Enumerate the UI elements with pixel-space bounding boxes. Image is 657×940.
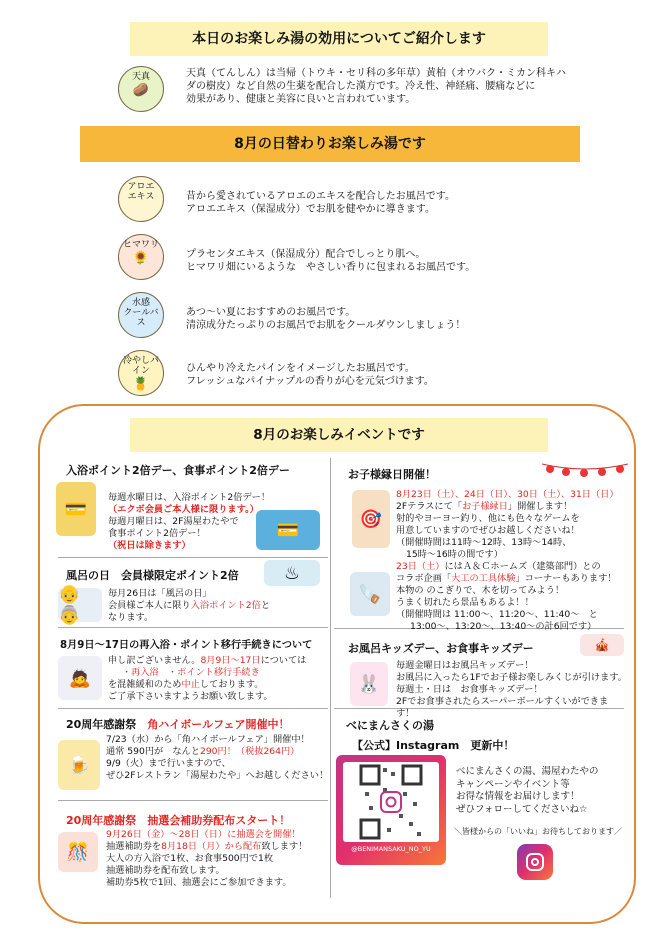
kids-festival-highlight: お子様縁日: [461, 501, 508, 512]
highball-line: ぜひ2Fレストラン「湯屋わたや」へお越しください！: [106, 770, 329, 781]
point-card-icon: 💳: [56, 482, 96, 536]
banner-effects-title: 本日のお楽しみ湯の効用についてご紹介します: [130, 22, 548, 56]
lottery-title: 20周年感謝祭 抽選会補助券配布スタート！: [66, 814, 291, 827]
pineapple-symbol-icon: 🍍: [132, 376, 150, 392]
pineapple-desc-line: フレッシュなパイナップルの香りが心を元気づけます。: [186, 376, 434, 387]
cool-bath-desc-line: 清涼成分たっぷりのお風呂でお肌をクールダウンしましょう！: [186, 320, 466, 331]
kids-festival-text: コラボ企画「: [396, 573, 452, 584]
reentry-body: [108, 655, 306, 703]
sunflower-symbol-icon: 🌻: [132, 250, 150, 266]
kids-festival-icon: 🎯: [352, 490, 390, 548]
tenshin-desc-line: 天真（てんしん）は当帰（トウキ・セリ科の多年草）黄柏（オウバク・ミカン科キハ: [186, 68, 566, 79]
reentry-line: ・再入浴 ・ポイント移行手続き: [122, 667, 260, 678]
kids-day-body: [396, 660, 627, 720]
kids-festival-line: （開催時間は 11:00～、11:20～、11:40～ と: [396, 609, 598, 620]
instagram-section-title: べにまんさくの湯: [346, 719, 434, 732]
instagram-line: お得な情報をお届けします！: [456, 791, 580, 802]
furo-day-body: [108, 588, 270, 624]
tenshin-description: [186, 67, 566, 106]
pineapple-icon: [118, 350, 164, 396]
cool-bath-desc-line: あつ～い夏におすすめのお風呂です。: [186, 307, 356, 318]
highball-title-highlight: 角ハイボールフェア開催中！: [147, 718, 290, 731]
kids-festival-text: 」開催します！: [507, 501, 573, 512]
pineapple-label: 冷やしパイン: [122, 356, 159, 376]
highball-title: [66, 716, 290, 732]
pineapple-description: [186, 362, 434, 388]
sunflower-description: [186, 248, 475, 274]
aloe-icon: [118, 176, 164, 222]
points-title: 入浴ポイント2倍デー、食事ポイント2倍デー: [66, 464, 290, 477]
furo-day-text: 会員様ご本人に限り: [108, 600, 191, 611]
kids-festival-text: 」コーナーもあります！: [515, 573, 617, 584]
pineapple-desc-line: ひんやり冷えたパインをイメージしたお風呂です。: [186, 363, 415, 374]
sunflower-desc-line: プラセンタエキス（保湿成分）配合でしっとり肌へ。: [186, 249, 426, 260]
kids-day-line: お風呂に入ったら1Fでお子様お楽しみくじが引けます。: [396, 672, 627, 683]
reentry-title: 8月9日～17日の再入浴・ポイント移行手続きについて: [60, 640, 313, 651]
furo-day-text: と: [260, 600, 271, 611]
bath-icon: ♨: [264, 560, 320, 586]
highball-body: [106, 734, 328, 782]
lottery-line: 9月26日（金）～28日（日）に抽選会を開催！: [106, 829, 301, 840]
lottery-highlight: 8月18日（月）から配布: [161, 841, 262, 852]
kids-day-line: す！: [396, 708, 415, 719]
lottery-line: 補助券5枚で1回、抽選会にご参加できます。: [106, 877, 292, 888]
furo-day-highlight: 入浴ポイント2倍: [190, 600, 261, 611]
divider: [58, 708, 328, 709]
highball-price: 290円！（税抜264円）: [199, 746, 300, 757]
kids-festival-line: [396, 561, 619, 573]
divider: [58, 557, 328, 558]
kids-festival-line: 本物の のこぎりで、木を切ってみよう！: [396, 585, 565, 596]
points-line: 毎週水曜日は、入浴ポイント2倍デー！: [108, 492, 271, 503]
highball-title-text: 20周年感謝祭: [66, 718, 148, 731]
aloe-desc-line: アロエエキス（保湿成分）でお肌を健やかに導きます。: [186, 204, 435, 215]
reentry-line: ご了承下さいますようお願い致します。: [108, 691, 273, 702]
lottery-body: [106, 829, 307, 889]
kids-day-title: お風呂キッズデー、お食事キッズデー: [348, 642, 534, 655]
reentry-text: しております。: [199, 679, 264, 690]
points-note: （祝日は除きます）: [108, 540, 191, 551]
instagram-qr-code[interactable]: [336, 755, 446, 865]
elderly-couple-icon: 👴👵: [58, 588, 102, 622]
tenshin-desc-line: 効果があり、健康と美容に良いと言われています。: [186, 94, 416, 105]
kids-day-line: 毎週土・日は お食事キッズデー！: [396, 684, 543, 695]
divider: [58, 627, 328, 628]
aloe-description: [186, 190, 455, 216]
lottery-line: 大人の方入浴で1枚、お食事500円で1枚: [106, 853, 274, 864]
lottery-text: 抽選補助券を: [106, 841, 162, 852]
points-line: 毎週月曜日は、2F湯屋わたやで: [108, 516, 239, 527]
kids-banner-icon: 🎪: [580, 634, 624, 656]
qr-pattern: [343, 762, 439, 842]
furo-day-title: 風呂の日 会員様限定ポイント2倍: [66, 569, 239, 582]
points-note: （エクボ会員ご本人様に限ります。）: [108, 504, 259, 515]
reentry-highlight: 中止: [181, 679, 200, 690]
instagram-line: べにまんさくの湯、湯屋わたやの: [456, 766, 599, 777]
divider: [58, 800, 328, 801]
kids-festival-text: にはＡ＆Ｃホームズ（建築部門）との: [444, 561, 601, 572]
rabbit-icon: 🐰: [350, 662, 388, 706]
staff-bowing-icon: 🙇: [58, 656, 102, 700]
kids-festival-line: 13:00～、13:20～、13:40～の計6回です）: [410, 621, 597, 632]
beer-mug-icon: 🍺: [58, 740, 100, 790]
highball-text: 通常 590円が なんと: [106, 746, 200, 757]
tenshin-icon: [118, 66, 164, 112]
kids-festival-line: （開催時間は11時～12時、13時～14時、: [396, 537, 572, 548]
kids-festival-line: うまく切れたら景品もあるよ！！: [396, 597, 534, 608]
kids-festival-highlight: 大工の工具体験: [451, 573, 516, 584]
carpenter-icon: 🪚: [350, 572, 390, 616]
cool-bath-description: [186, 306, 465, 332]
furo-day-line: [108, 600, 270, 612]
highball-line: 9/9（火）まで行いますので、: [106, 758, 231, 769]
lottery-person-icon: 🎊: [58, 832, 98, 872]
kids-festival-line: 射的やヨーヨー釣り、他にも色々なゲームを: [396, 513, 580, 524]
cool-bath-label: 水感 クールバス: [123, 298, 159, 328]
tenshin-label: 天真: [131, 72, 150, 82]
banner-events-title: 8月のお楽しみイベントです: [130, 418, 548, 452]
points-body: [108, 492, 270, 552]
cool-bath-icon: [118, 292, 164, 338]
kids-day-line: 2Fでお食事されたらスーパーボールすくいができま: [396, 696, 609, 707]
instagram-handle: @BENIMANSAKU_NO_YU: [351, 845, 431, 853]
sunflower-label: ヒマワリ: [122, 240, 159, 250]
points-line: 食事ポイント2倍デー！: [108, 528, 206, 539]
kids-festival-line: [396, 573, 619, 585]
kids-festival-highlight: 23日（土）: [396, 561, 445, 572]
reentry-highlight: 8月9日～17日: [200, 655, 261, 666]
reentry-line: [108, 655, 306, 667]
lottery-text: 致します！: [261, 841, 308, 852]
kids-festival-line: 15時～16時の間です）: [406, 549, 503, 560]
festival-flags-icon: [540, 460, 630, 480]
kids-festival-text: 2Fテラスにて「: [396, 501, 462, 512]
highball-line: [106, 746, 328, 758]
kids-day-line: 毎週金曜日はお風呂キッズデー！: [396, 660, 534, 671]
furo-day-line: なります。: [108, 612, 154, 623]
reentry-text: を混雑緩和のため: [108, 679, 182, 690]
kids-festival-line: 用意していますのでぜひお越しくださいね！: [396, 525, 580, 536]
instagram-subtitle: 【公式】Instagram 更新中！: [352, 739, 515, 752]
instagram-line: キャンペーンやイベント等: [456, 778, 570, 790]
herb-icon: 🥔: [132, 82, 150, 98]
highball-line: 7/23（水）から「角ハイボールフェア」開催中！: [106, 734, 310, 745]
kids-festival-body: [396, 489, 619, 633]
instagram-body: [456, 766, 599, 816]
column-divider: [330, 458, 331, 898]
kids-festival-title: お子様縁日開催！: [348, 468, 436, 481]
instagram-icon[interactable]: [517, 844, 553, 880]
lottery-line: [106, 841, 307, 853]
reentry-line: [108, 679, 306, 691]
lottery-line: 抽選補助券を配布致します。: [106, 865, 225, 876]
aloe-label: アロエ エキス: [127, 182, 155, 202]
furo-day-line: 毎月26日は「風呂の日」: [108, 588, 212, 599]
tenshin-desc-line: ダの樹皮）など自然の生薬を配合した漢方です。冷え性、神経痛、腰痛などに: [186, 81, 536, 92]
instagram-line: ぜひフォローしてくださいね☆: [456, 803, 588, 815]
kids-festival-line: [396, 501, 619, 513]
point-card-icon: 💳: [256, 510, 320, 550]
sunflower-icon: [118, 234, 164, 280]
instagram-like-note: ＼皆様からの「いいね」お待ちしております／: [454, 827, 622, 836]
sunflower-desc-line: ヒマワリ畑にいるような やさしい香りに包まれるお風呂です。: [186, 262, 476, 273]
banner-daily-bath-title: 8月の日替わりお楽しみ湯です: [80, 126, 580, 162]
reentry-text: については: [260, 655, 307, 666]
reentry-text: 申し訳ございません。: [108, 655, 201, 666]
kids-festival-dates: 8月23日（土）、24日（日）、30日（土）、31日（日）: [396, 489, 619, 500]
aloe-desc-line: 昔から愛されているアロエのエキスを配合したお風呂です。: [186, 191, 455, 202]
